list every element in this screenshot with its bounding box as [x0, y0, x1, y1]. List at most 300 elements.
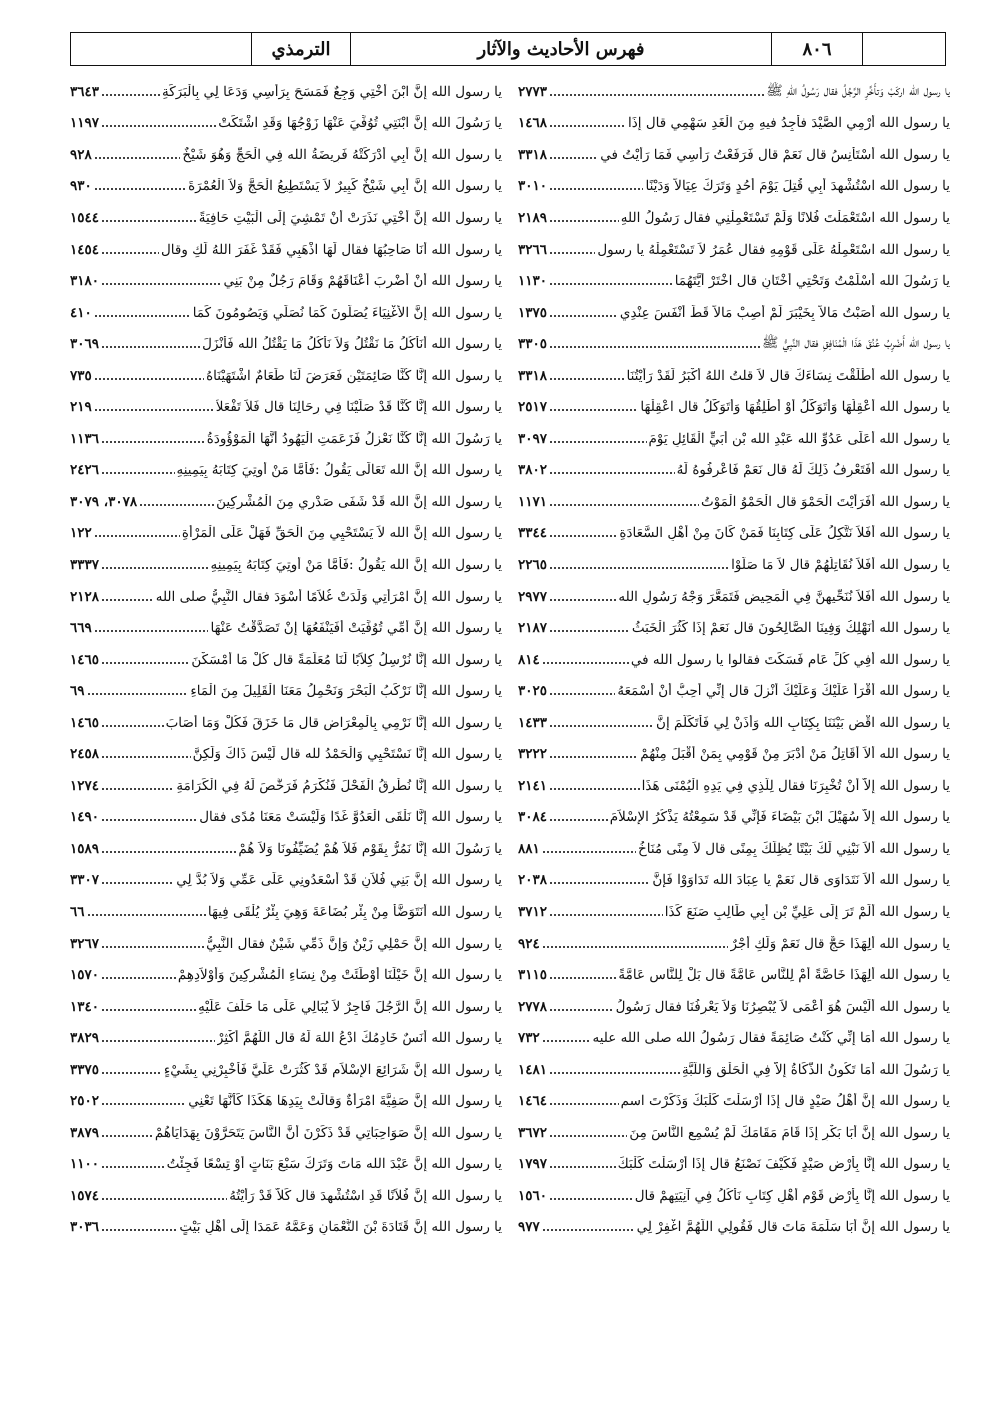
leader-dots	[549, 243, 595, 257]
hadith-number: ٩٧٧	[518, 1219, 540, 1236]
hadith-number: ٣٦٧٢	[518, 1124, 548, 1141]
hadith-number: ٣٨٠٢	[518, 462, 548, 479]
index-entry	[70, 234, 502, 266]
hadith-number: ١٤٦٨	[518, 115, 548, 132]
hadith-text: يا رسول الله أَعْقِلُهَا وَأَتَوَكَّلُ أَوْ أُطْلِقُهَا وَأَتَوَكَّلُ قال اعْقِلْهَا	[640, 399, 950, 416]
index-entry	[70, 928, 502, 960]
left-column	[70, 76, 502, 1276]
hadith-text: يا رسول الله إِنَّ فُلاَنًا قَدِ اسْتُشْهِدَ قال كَلاَّ قَدْ رَأَيْتُهُ	[229, 1187, 502, 1204]
hadith-number: ٣١٨٠	[70, 273, 100, 290]
leader-dots	[549, 85, 764, 99]
leader-dots	[549, 968, 616, 982]
index-entry	[518, 865, 950, 897]
index-entry	[518, 328, 950, 360]
hadith-text: يا رسول الله إِنَّا نُطْرِقُ الْفَحْلَ فَنُكْرَمُ فَرَخَّصَ لَهُ فِي الْكَرَامَةِ	[176, 777, 502, 794]
hadith-number: ١٥٤٤	[70, 209, 100, 226]
leader-dots	[101, 810, 197, 824]
hadith-number: ٣٠٦٩	[70, 336, 100, 353]
index-entry	[518, 1149, 950, 1181]
leader-dots	[101, 1157, 165, 1171]
index-entry	[518, 108, 950, 140]
hadith-number: ٩٢٨	[70, 146, 92, 163]
leader-dots	[549, 148, 598, 162]
leader-dots	[101, 873, 174, 887]
leader-dots	[549, 590, 616, 604]
hadith-number: ٣٣٠٥	[518, 336, 548, 353]
leader-dots	[101, 558, 209, 572]
hadith-number: ٨٨١	[518, 840, 540, 857]
leader-dots	[542, 653, 629, 667]
index-entry	[70, 391, 502, 423]
hadith-number: ١١٣٦	[70, 430, 100, 447]
hadith-text: يا رسول الله أَلِهَذَا حَجٌّ قال نَعَمْ وَلَكِ أَجْرٌ	[730, 935, 950, 952]
index-entry	[70, 171, 502, 203]
hadith-number: ٢٥٠٢	[70, 1093, 100, 1110]
index-entry	[518, 1212, 950, 1244]
hadith-number: ١٤٦٥	[70, 714, 100, 731]
hadith-number: ٣٠١٠	[518, 178, 548, 195]
hadith-number: ١٥٧٠	[70, 967, 100, 984]
index-entry	[518, 581, 950, 613]
index-entry	[70, 1022, 502, 1054]
leader-dots	[549, 716, 654, 730]
hadith-number: ٧٣٢	[518, 1030, 540, 1047]
index-entry	[518, 896, 950, 928]
hadith-text: يا رسول الله أَلاَ نَبْنِي لَكَ بَيْتًا يُظِلُّكَ بِمِنًى قال لاَ مِنًى مُنَاخُ	[638, 840, 950, 857]
leader-dots	[101, 653, 189, 667]
hadith-number: ٢١٩	[70, 399, 92, 416]
hadith-number: ٣٨٧٩	[70, 1124, 100, 1141]
index-entry	[70, 959, 502, 991]
page-number: ٨٠٦	[771, 33, 862, 65]
hadith-text: يا رسول الله اسْتُشْهِدَ أبِي قُتِلَ يَوْمَ أُحُدٍ وَتَرَكَ عِيَالاً وَدَيْنًا	[645, 178, 950, 195]
hadith-text: يا رسول الله أَفِي كُلِّ عَامٍ فَسَكَتَ فقالوا يا رسول الله في	[630, 651, 950, 668]
hadith-text: يا رسول الله إِلاَّ سُهَيْلَ ابْنَ بَيْضَاءَ فَإِنِّي قَدْ سَمِعْتُهُ يَذْكُرُ الإِسْلاَمَ	[609, 809, 950, 826]
index-entry	[518, 612, 950, 644]
leader-dots	[542, 842, 636, 856]
hadith-text: يا رسول الله أَلاَ أُقَاتِلُ مَنْ أَدْبَرَ مِنْ قَوْمِي بِمَنْ أَقْبَلَ مِنْهُمْ	[640, 746, 950, 763]
hadith-number: ١٥٧٤	[70, 1187, 100, 1204]
hadith-text: يا رسول الله أَمَا إِنِّي كُنْتُ صَائِمَةً فقال رَسُولُ الله صلى الله عليه	[592, 1030, 950, 1047]
leader-dots	[101, 1063, 162, 1077]
index-entry	[70, 1149, 502, 1181]
hadith-text: يا رسول الله إِنَّ أَبَا بَكْرٍ إِذَا قَامَ مَقَامَكَ لَمْ يُسْمِعِ النَّاسَ مِنَ	[629, 1124, 950, 1141]
leader-dots	[549, 526, 617, 540]
leader-dots	[101, 463, 174, 477]
hadith-text: يا رسول الله إِنَّ الله قَدْ شَفَى صَدْرِي مِنَ الْمُشْرِكِينَ	[216, 493, 502, 510]
hadith-text: يا رسول الله إِنَّ صَفِيَّةَ امْرَأَةٌ وَقالَتْ بِيَدِهَا هَكَذَا كَأَنَّهَا تَعْنِي	[188, 1093, 502, 1110]
index-entry	[518, 202, 950, 234]
hadith-number: ١١٩٧	[70, 115, 100, 132]
index-entry	[70, 675, 502, 707]
index-entry	[518, 360, 950, 392]
hadith-number: ٣١١٥	[518, 967, 548, 984]
leader-dots	[549, 684, 615, 698]
leader-dots	[101, 243, 159, 257]
leader-dots	[549, 179, 643, 193]
leader-dots	[549, 274, 673, 288]
index-entry	[518, 486, 950, 518]
header-blank-cell-right	[862, 33, 945, 65]
hadith-text: يا رسول الله أَضْرِبُ عُنُقَ هَذَا الْمُنَافِقِ فقال النَّبِيُّ ﷺ	[762, 335, 950, 352]
hadith-text: يا رسول الله أَفَلاَ نُنَحِّيهِنَّ فِي الْمَحِيضِ فَتَمَعَّرَ وَجْهُ رَسُولِ الله	[618, 588, 950, 605]
hadith-text: يا رسول الله إِنَّ أُخْتِي نَذَرَتْ أَنْ تَمْشِيَ إِلَى الْبَيْتِ حَافِيَةً	[198, 209, 502, 226]
hadith-number: ١١٧١	[518, 493, 548, 510]
hadith-text: يا رسول الله إِنَّ الله تَعَالَى يَقُولُ :فَأَمَّا مَنْ أُوتِيَ كِتَابَهُ بِيَمِينِهِ	[176, 462, 502, 479]
hadith-text: يا رسول الله إِنَّا نَرْكَبُ الْبَحْرَ وَنَحْمِلُ مَعَنَا الْقَلِيلَ مِنَ الْمَاءِ	[190, 683, 502, 700]
hadith-number: ٢١٨٧	[518, 620, 548, 637]
hadith-text: يا رسول الله اسْتَعْمِلْهُ عَلَى قَوْمِهِ فقال عُمَرُ لاَ تَسْتَعْمِلْهُ يا رسول	[597, 241, 950, 258]
hadith-text: يا رسول الله أَلَيْسَ هُوَ أَعْمَى لاَ يُبْصِرُنَا وَلاَ يَعْرِفُنَا فقال رَسُولُ	[615, 998, 950, 1015]
leader-dots	[542, 1031, 591, 1045]
index-entry	[70, 265, 502, 297]
hadith-number: ٢١٢٨	[70, 588, 100, 605]
index-entry	[518, 265, 950, 297]
index-entry	[70, 1180, 502, 1212]
hadith-number: ١٧٩٧	[518, 1156, 548, 1173]
hadith-text: يا رسول الله إِنَّ عَبْدَ الله مَاتَ وَتَرَكَ سَبْعَ بَنَاتٍ أَوْ تِسْعًا فَجِئْتُ	[166, 1156, 502, 1173]
hadith-number: ٣٢٢٢	[518, 746, 548, 763]
hadith-number: ٣٣٤٤	[518, 525, 548, 542]
index-entry	[70, 1054, 502, 1086]
hadith-number: ١١٠٠	[70, 1156, 100, 1173]
leader-dots	[542, 1220, 635, 1234]
hadith-number: ١١٣٠	[518, 273, 548, 290]
hadith-text: يا رسول الله أَنَا صَاحِبُهَا فقال لَهَا اذْهَبِي فَقَدْ غَفَرَ اللهُ لَكِ وقال	[160, 241, 502, 258]
header-blank-cell-left	[71, 33, 251, 65]
index-entry	[518, 234, 950, 266]
hadith-text: يا رسول الله إِنَّ الله يَقُولُ :فَأَمَّا مَنْ أُوتِيَ كِتَابَهُ بِيَمِينِهِ	[210, 556, 502, 573]
index-entry	[518, 833, 950, 865]
hadith-number: ٨١٤	[518, 651, 540, 668]
hadith-number: ٣٨٢٩	[70, 1030, 100, 1047]
leader-dots	[101, 968, 176, 982]
index-entry	[518, 76, 950, 108]
index-entry	[70, 108, 502, 140]
leader-dots	[101, 1031, 215, 1045]
hadith-text: يا رسول الله إِنَّ أَبَا سَلَمَةَ مَاتَ قال فَقُولِي اللَّهُمَّ اغْفِرْ لِي	[636, 1219, 950, 1236]
index-entry	[70, 76, 502, 108]
hadith-text: يا رسول الله إِنَّ بَنِي فُلاَنٍ قَدْ أَسْعَدُونِي عَلَى عَمِّي وَلاَ بُدَّ لِي	[176, 872, 502, 889]
leader-dots	[101, 937, 204, 951]
hadith-number: ١٢٢	[70, 525, 92, 542]
hadith-text: يا رسول الله أَنَأْكُلُ مَا نَقْتُلُ وَلاَ نَأْكُلُ مَا يَقْتُلُ الله فَأَنْزَلَ	[202, 336, 502, 353]
hadith-text: يا رسول الله أرْمِي الصَّيْدَ فأجِدُ فيهِ مِنَ الْغَدِ سَهْمِي قال إِذَا	[628, 115, 950, 132]
page-header	[70, 32, 946, 66]
index-entry	[518, 297, 950, 329]
hadith-number: ٣٠٩٧	[518, 430, 548, 447]
leader-dots	[549, 873, 650, 887]
hadith-number: ٢٥١٧	[518, 399, 548, 416]
leader-dots	[101, 211, 197, 225]
leader-dots	[549, 400, 638, 414]
leader-dots	[549, 116, 626, 130]
hadith-text: يا رسول الله أَلِهَذَا خَاصَّةً أَمْ لِلنَّاسِ عَامَّةً قال بَلْ لِلنَّاسِ عَامَّةً	[618, 967, 950, 984]
index-entry	[70, 139, 502, 171]
leader-dots	[549, 463, 675, 477]
index-entry	[70, 612, 502, 644]
hadith-number: ٣٣٣٧	[70, 556, 100, 573]
leader-dots	[87, 684, 189, 698]
leader-dots	[101, 432, 205, 446]
hadith-text: يا رَسُولَ الله إِنَّ ابْنَتِي تُوُفِّيَ عَنْهَا زَوْجُهَا وَقَدِ اشْتَكَتْ	[218, 115, 502, 132]
hadith-number: ٦٦٩	[70, 620, 92, 637]
leader-dots	[94, 306, 191, 320]
hadith-text: يا رسول الله إِنَّ خَيْلَنَا أَوْطَئَتْ مِنْ نِسَاءِ الْمُشْرِكِينَ وَأَوْلاَدِهِمْ	[177, 967, 502, 984]
index-entry	[70, 1212, 502, 1244]
hadith-number: ٩٣٠	[70, 178, 92, 195]
hadith-number: ٦٩	[70, 683, 85, 700]
index-columns	[70, 76, 950, 1276]
index-entry	[518, 738, 950, 770]
leader-dots	[101, 1220, 177, 1234]
hadith-text: يا رسول الله إِنَّ صَوَاحِبَاتِي قَدْ ذَكَرْنَ أَنَّ النَّاسَ يَتَحَرَّوْنَ بِهَدَايَاهُمْ	[154, 1124, 502, 1141]
hadith-text: يا رسول الله أَنَهْلِكُ وَفِينَا الصَّالِحُونَ قال نَعَمْ إِذَا كَثُرَ الْخَبَثُ	[631, 620, 950, 637]
leader-dots	[549, 621, 630, 635]
leader-dots	[549, 1189, 633, 1203]
hadith-number: ١٥٨٩	[70, 840, 100, 857]
index-entry	[70, 865, 502, 897]
hadith-number: ٢١٤١	[518, 777, 548, 794]
leader-dots	[549, 495, 699, 509]
leader-dots	[549, 306, 618, 320]
hadith-text: يا رسول الله إِنَّا كُنَّا قَدْ صَلَّيْنَا فِي رِحَالِنَا قال فَلاَ تَفْعَلاَ	[215, 399, 502, 416]
hadith-text: يا رسول الله أَقْرَأُ عَلَيْكَ وَعَلَيْكَ أُنْزِلَ قال إِنِّي أُحِبُّ أَنْ أَسْمَعَهُ	[617, 683, 950, 700]
hadith-text: يا رسول الله أَنَتَوَضَّأُ مِنْ بِئْرِ بُضَاعَةَ وَهِيَ بِئْرٌ يُلْقَى فِيهَا	[207, 903, 502, 920]
hadith-text: يا رسول الله اسْتَعْمَلْتَ فُلانًا وَلَمْ تَسْتَعْمِلْنِي فقال رَسُولُ اللهِ	[620, 209, 950, 226]
hadith-text: يا رسول الله إِنَّ الرَّجُلَ فَاجِرٌ لاَ يُبَالِي عَلَى مَا حَلَفَ عَلَيْهِ	[198, 998, 502, 1015]
hadith-number: ١٤٦٤	[518, 1093, 548, 1110]
index-entry	[518, 707, 950, 739]
hadith-text: يا رسول الله إِلاَّ أَنْ تُخْبِرَنَا فقال لِلَّذِي فِي يَدِهِ الْيُمْنَى هَذَا	[641, 777, 950, 794]
hadith-text: يا رسول الله إِنَّا نُرْسِلُ كِلاَبًا لَنَا مُعَلَّمَةً قال كُلْ مَا أَمْسَكْنَ	[191, 651, 502, 668]
index-entry	[70, 297, 502, 329]
hadith-number: ٢٧٧٨	[518, 998, 548, 1015]
leader-dots	[101, 1126, 153, 1140]
index-entry	[518, 770, 950, 802]
leader-dots	[549, 558, 729, 572]
hadith-number: ٣٠٨٤	[518, 809, 548, 826]
leader-dots	[101, 1000, 196, 1014]
hadith-number: ٣٧١٢	[518, 903, 548, 920]
hadith-text: يا رسول الله أَنْ أَضْرِبَ أَعْنَاقَهُمْ وَقَامَ رَجُلٌ مِنْ بَنِي	[223, 273, 502, 290]
hadith-number: ٢٩٧٧	[518, 588, 548, 605]
index-entry	[518, 391, 950, 423]
hadith-number: ١٣٤٠	[70, 998, 100, 1015]
leader-dots	[101, 747, 191, 761]
index-entry	[518, 675, 950, 707]
hadith-text: يا رسول الله إِنَّ أُمِّي تُوُفِّيَتْ أَفَيَنْفَعُهَا إِنْ تَصَدَّقْتُ عَنْهَا	[210, 620, 502, 637]
index-entry	[70, 1086, 502, 1118]
leader-dots	[94, 179, 186, 193]
leader-dots	[94, 621, 209, 635]
index-entry	[70, 991, 502, 1023]
leader-dots	[94, 526, 180, 540]
hadith-text: يا رسول الله أَصَبْتُ مَالاً بِخَيْبَرَ لَمْ أُصِبْ مَالاً قَطُّ أَنْفَسَ عِنْدِي	[619, 304, 950, 321]
index-entry	[70, 549, 502, 581]
hadith-text: يا رسول الله أَلاَ نَتَدَاوَى قال نَعَمْ يا عِبَادَ الله تَدَاوَوْا فَإِنَّ	[652, 872, 950, 889]
index-entry	[70, 518, 502, 550]
hadith-text: يا رسول الله أَفَتَعْرِفُ ذَلِكَ لَهُ قال نَعَمْ فَاعْرِفُوهُ لَهُ	[676, 462, 950, 479]
hadith-number: ١٤٨١	[518, 1061, 548, 1078]
hadith-text: يا رَسُولَ الله إِنَّا كُنَّا نَعْزِلُ فَزَعَمَتِ الْيَهُودُ أَنَّهَا الْمَوْؤُودَةُ	[206, 430, 502, 447]
hadith-text: يا رسول الله إِنَّ أَبِي شَيْخٌ كَبِيرٌ لاَ يَسْتَطِيعُ الْحَجَّ وَلاَ الْعُمْرَةَ	[188, 178, 502, 195]
index-entry	[70, 738, 502, 770]
hadith-number: ٢٤٢٦	[70, 462, 100, 479]
leader-dots	[549, 1094, 619, 1108]
hadith-text: يا رَسُولَ الله أَمَا تَكُونُ الذَّكَاةُ إِلاَّ فِي الْحَلْقِ وَاللَّبَّةِ	[681, 1061, 950, 1078]
book-name: الترمذي	[251, 33, 350, 65]
hadith-text: يا رسول الله إِنَّ شَرَائِعَ الإِسْلاَمِ قَدْ كَثُرَتْ عَلَيَّ فَأَخْبِرْنِي بِشَيْءٍ	[163, 1061, 502, 1078]
leader-dots	[549, 211, 619, 225]
index-entry	[518, 959, 950, 991]
hadith-number: ٢١٨٩	[518, 209, 548, 226]
index-entry	[518, 928, 950, 960]
hadith-text: يا رسول الله إِنَّ ابْنَ أُخْتِي وَجِعٌ فَمَسَحَ بِرَأْسِي وَدَعَا لِي بِالْبَرَكَةِ	[162, 83, 502, 100]
index-entry	[70, 328, 502, 360]
hadith-number: ٣٠٧٨، ٣٠٧٩	[70, 493, 138, 510]
index-entry	[70, 770, 502, 802]
hadith-number: ٣٣٧٥	[70, 1061, 100, 1078]
index-entry	[70, 1117, 502, 1149]
hadith-text: يا رسول الله إِنَّا كُنَّا صَائِمَتَيْنِ فَعَرَضَ لَنَا طَعَامٌ اشْتَهَيْنَاهُ	[206, 367, 502, 384]
leader-dots	[139, 495, 214, 509]
leader-dots	[101, 716, 164, 730]
hadith-number: ٩٢٤	[518, 935, 540, 952]
hadith-text: يا رَسُولَ الله إِنَّا نَمُرُّ بِقَوْمٍ فَلاَ هُمْ يُضَيِّفُونَا وَلاَ هُمْ	[238, 840, 502, 857]
hadith-text: يا رسول الله إِنَّا بِأَرْضِ صَيْدٍ فَكَيْفَ نَصْنَعُ قال إِذَا أَرْسَلْتَ كَلْبَكَ	[617, 1156, 950, 1173]
hadith-number: ١٥٦٠	[518, 1187, 548, 1204]
hadith-text: يا رسول الله أَنَسٌ خَادِمُكَ ادْعُ اللهَ لَهُ قال اللَّهُمَّ أَكْثِرْ	[216, 1030, 502, 1047]
hadith-number: ٢٢٦٥	[518, 556, 548, 573]
hadith-number: ٣٠٢٥	[518, 683, 548, 700]
hadith-number: ٣٢٦٦	[518, 241, 548, 258]
hadith-number: ٣٣١٨	[518, 367, 548, 384]
leader-dots	[549, 1063, 680, 1077]
right-column	[518, 76, 950, 1276]
leader-dots	[549, 1000, 614, 1014]
index-entry	[70, 486, 502, 518]
leader-dots	[101, 1094, 186, 1108]
leader-dots	[94, 400, 214, 414]
hadith-number: ٢٧٧٣	[518, 83, 548, 100]
hadith-text: يا رسول الله اركَبْ وَتأَخَّرِ الرَّجُلُ فقال رَسُولُ اللهِ ﷺ	[766, 82, 950, 99]
index-entry	[518, 423, 950, 455]
hadith-text: يا رسول الله اقْضِ بَيْنَنَا بِكِتَابِ الله وَأْذَنْ لِي فَأَتَكَلَّمَ إِنَّ	[656, 714, 950, 731]
hadith-number: ٣٣١٨	[518, 146, 548, 163]
leader-dots	[549, 369, 624, 383]
hadith-number: ٣٣٠٧	[70, 872, 100, 889]
hadith-number: ٢٠٣٨	[518, 872, 548, 889]
index-entry	[518, 991, 950, 1023]
hadith-text: يا رسول الله إِنَّا نَلْقَى الْعَدُوَّ غَدًا وَلَيْسَتْ مَعَنَا مُدًى فقال	[199, 809, 502, 826]
index-entry	[518, 1054, 950, 1086]
hadith-number: ٣٢٦٧	[70, 935, 100, 952]
hadith-number: ٤١٠	[70, 304, 92, 321]
index-entry	[70, 581, 502, 613]
hadith-text: يا رسول الله إِنَّا نَسْتَحْيِي وَالْحَمْدُ لله قال لَيْسَ ذَاكَ وَلَكِنَّ	[192, 746, 502, 763]
index-title: فهرس الأحاديث والآثار	[350, 33, 771, 65]
leader-dots	[101, 779, 174, 793]
hadith-text: يا رسول الله إِنَّ امْرَأَتِي وَلَدَتْ غُلاَمًا أَسْوَدَ فقال النَّبِيُّ صلى الله	[155, 588, 502, 605]
hadith-number: ١٣٧٥	[518, 304, 548, 321]
leader-dots	[549, 337, 760, 351]
hadith-number: ١٤٩٠	[70, 809, 100, 826]
index-entry	[518, 644, 950, 676]
index-entry	[70, 423, 502, 455]
index-entry	[70, 202, 502, 234]
hadith-number: ١٤٥٤	[70, 241, 100, 258]
index-entry	[518, 455, 950, 487]
leader-dots	[101, 590, 154, 604]
index-entry	[518, 1086, 950, 1118]
leader-dots	[549, 747, 638, 761]
hadith-text: يا رسول الله إِنَّ الله لاَ يَسْتَحْيِي مِنَ الْحَقِّ فَهَلْ عَلَى الْمَرْأَةِ	[181, 525, 502, 542]
leader-dots	[94, 148, 181, 162]
hadith-number: ٣٠٣٦	[70, 1219, 100, 1236]
leader-dots	[101, 85, 160, 99]
hadith-text: يا رَسُولَ الله أَسْلَمْتُ وَتَحْتِي أُخْتَانِ قال اخْتَرْ أَيَّتَهُمَا	[674, 273, 950, 290]
leader-dots	[549, 432, 647, 446]
leader-dots	[101, 274, 221, 288]
leader-dots	[87, 905, 206, 919]
index-entry	[518, 518, 950, 550]
leader-dots	[101, 337, 200, 351]
index-entry	[70, 802, 502, 834]
leader-dots	[549, 1126, 627, 1140]
hadith-text: يا رسول الله إِنَّ حَمْلِي زَيْنٌ وَإِنَّ ذَمِّي شَيْنٌ فقال النَّبِيُّ	[206, 935, 502, 952]
hadith-text: يا رسول الله أسْتَأْنِسُ قال نَعَمْ قال فَرَفَعْتُ رَأْسِي فَمَا رَأَيْتُ في	[600, 146, 950, 163]
hadith-number: ٣٦٤٣	[70, 83, 100, 100]
hadith-text: يا رسول الله أَعَلَى عَدُوِّ الله عَبْدِ الله بْنِ أُبَيٍّ الْقَائِلِ يَوْمَ	[648, 430, 950, 447]
hadith-text: يا رسول الله أَفَلاَ نَتَّكِلُ عَلَى كِتَابِنَا فَمَنْ كَانَ مِنْ أَهْلِ السَّعَادَةِ	[619, 525, 950, 542]
hadith-text: يا رسول الله إِنَّ قَتَادَةَ بْنَ النُّعْمَانِ وَعَمَّهُ عَمَدَا إِلَى أَهْلِ بَيْتٍ	[179, 1219, 502, 1236]
leader-dots	[101, 116, 216, 130]
hadith-text: يا رسول الله إِنَّ أَهْلُ صَيْدٍ قال إِذَا أَرْسَلْتَ كَلْبَكَ وَذَكَرْتَ اسم	[620, 1093, 950, 1110]
leader-dots	[101, 842, 236, 856]
hadith-number: ٦٦	[70, 903, 85, 920]
index-entry	[70, 644, 502, 676]
index-entry	[518, 1180, 950, 1212]
hadith-text: يا رسول الله إِنَّا بِأَرْضِ قَوْمٍ أَهْلِ كِتَابٍ نَأْكُلُ فِي آنِيَتِهِمْ قال	[634, 1187, 950, 1204]
hadith-text: يا رسول الله إِنَّا نَرْمِي بِالْمِعْرَاضِ قال مَا خَزَقَ فَكُلْ وَمَا أَصَابَ	[165, 714, 502, 731]
hadith-text: يا رسول الله أَلَمْ تَرَ إِلَى عَلِيِّ بْنِ أَبِي طَالِبٍ صَنَعَ كَذَا	[664, 903, 950, 920]
index-entry	[70, 707, 502, 739]
hadith-text: يا رسول الله إِنَّ الأَغْنِيَاءَ يُصَلُّونَ كَمَا نُصَلِّي وَيَصُومُونَ كَمَا	[192, 304, 502, 321]
hadith-text: يا رسول الله أَفَرَأَيْتَ الْحَمْوَ قال الْحَمْوُ الْمَوْتُ	[701, 493, 950, 510]
leader-dots	[549, 1157, 616, 1171]
index-entry	[70, 896, 502, 928]
hadith-number: ٧٣٥	[70, 367, 92, 384]
index-entry	[518, 1117, 950, 1149]
hadith-number: ١٤٣٣	[518, 714, 548, 731]
index-entry	[518, 139, 950, 171]
index-entry	[518, 1022, 950, 1054]
leader-dots	[94, 369, 204, 383]
index-entry	[518, 802, 950, 834]
hadith-text: يا رسول الله أَطْلَقْتَ نِسَاءَكَ قال لاَ قلتُ اللهُ أَكْبَرُ لَقَدْ رَأَيْتُنَا	[626, 367, 950, 384]
leader-dots	[549, 810, 608, 824]
leader-dots	[549, 779, 640, 793]
hadith-number: ١٤٦٥	[70, 651, 100, 668]
index-entry	[518, 549, 950, 581]
index-entry	[518, 171, 950, 203]
hadith-number: ١٢٧٤	[70, 777, 100, 794]
leader-dots	[549, 905, 663, 919]
leader-dots	[542, 937, 729, 951]
index-entry	[70, 455, 502, 487]
index-entry	[70, 360, 502, 392]
